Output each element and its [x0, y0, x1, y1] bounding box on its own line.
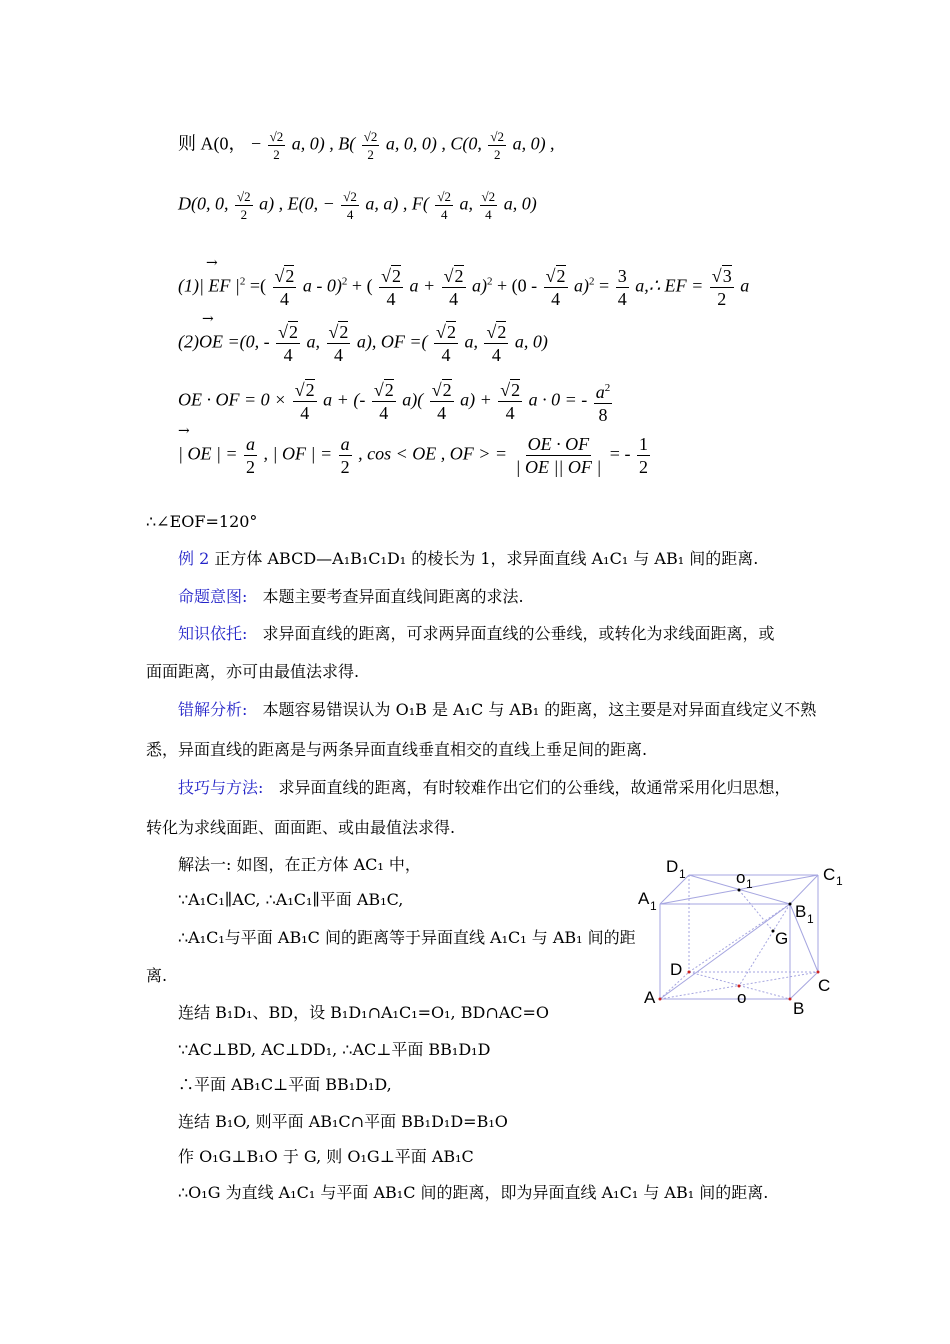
- text-seg: D(0, 0,: [178, 193, 229, 214]
- basis: [178, 624, 775, 644]
- line-o1-g: [739, 890, 773, 931]
- fraction: [268, 128, 286, 163]
- label-d1: D: [666, 857, 679, 876]
- fraction: [710, 265, 734, 310]
- numerator: √2: [343, 189, 357, 204]
- text-seg: a - 0): [302, 275, 342, 296]
- error-analysis: [178, 700, 816, 720]
- denominator: 2: [717, 289, 727, 309]
- numerator: [372, 379, 396, 402]
- fraction: [273, 265, 297, 310]
- fraction: [341, 188, 359, 223]
- fraction: [594, 377, 613, 426]
- radicand: 2: [446, 322, 456, 342]
- denominator: 4: [485, 207, 492, 222]
- text-seg: a,: [306, 331, 321, 352]
- error-body: 本题容易错误认为 O₁B 是 A₁C 与 AB₁ 的距离，这主要是对异面直线定义不熟: [262, 700, 817, 719]
- numerator: [594, 377, 613, 404]
- text-seg: a, 0): [503, 193, 537, 214]
- sqrt: √3: [711, 266, 732, 286]
- intent-body: 本题主要考查异面直线间距离的求法.: [262, 587, 524, 606]
- text-seg: (1)| EF |: [178, 275, 240, 296]
- text-seg: a)(: [402, 389, 424, 410]
- equation-4: [178, 433, 652, 478]
- sqrt: √2: [328, 322, 349, 342]
- denominator: 4: [346, 207, 354, 222]
- point-o1: [738, 889, 741, 892]
- basis-label: 知识依托:: [178, 624, 248, 643]
- fraction: [514, 433, 604, 478]
- solution-line-3: ∴A₁C₁与平面 AB₁C 间的距离等于异面直线 A₁C₁ 与 AB₁ 间的距: [178, 928, 636, 947]
- numerator: a: [246, 434, 256, 454]
- label-c1-sub: 1: [836, 874, 843, 888]
- solution-line-1: 解法一: 如图，在正方体 AC₁ 中，: [178, 855, 421, 874]
- text-seg: a, a) , F(: [365, 193, 429, 214]
- coords-line-2: [178, 188, 537, 223]
- text-seg: a + (-: [323, 389, 366, 410]
- fraction: [544, 265, 568, 310]
- radicand: 2: [289, 322, 299, 342]
- sqrt: √2: [373, 380, 394, 400]
- radicand: 2: [391, 266, 401, 286]
- text-seg: a): [472, 275, 488, 296]
- text-seg: + (0 -: [492, 275, 538, 296]
- example-body: 正方体 ABCD—A₁B₁C₁D₁ 的棱长为 1，求异面直线 A₁C₁ 与 AB₁ 间的距离.: [214, 549, 759, 568]
- text-seg: | OE | =: [178, 443, 238, 464]
- text-seg: + (: [347, 275, 373, 296]
- denominator: 4: [441, 345, 451, 365]
- fraction: [480, 188, 498, 223]
- sqrt: √2: [545, 266, 566, 286]
- skill-label: 技巧与方法:: [178, 778, 264, 797]
- text-seg: a · 0 = -: [528, 389, 588, 410]
- denominator: 4: [617, 289, 627, 309]
- numerator: [434, 321, 458, 344]
- equation-1: [178, 265, 749, 310]
- fraction: [442, 265, 466, 310]
- text-seg: a) +: [460, 389, 492, 410]
- cube-figure: [635, 848, 850, 1023]
- text-seg: =(: [245, 275, 267, 296]
- denominator: 4: [379, 403, 389, 423]
- denominator: 4: [491, 345, 501, 365]
- label-b1-sub: 1: [807, 912, 814, 926]
- exponent: 2: [239, 275, 246, 288]
- numerator: √2: [237, 189, 251, 204]
- radicand: 2: [305, 380, 315, 400]
- label-o: o: [737, 988, 747, 1007]
- numerator: [327, 321, 351, 344]
- numerator: OE · OF: [527, 434, 590, 454]
- solution-line-5: ∵AC⊥BD, AC⊥DD₁, ∴AC⊥平面 BB₁D₁D: [178, 1040, 491, 1059]
- solution-line-9: ∴O₁G 为直线 A₁C₁ 与平面 AB₁C 间的距离，即为异面直线 A₁C₁ 与 AB₁ 间的距离.: [178, 1183, 769, 1202]
- sqrt: √2: [500, 380, 521, 400]
- solution-line-6: ∴平面 AB₁C⊥平面 BB₁D₁D,: [178, 1075, 392, 1094]
- numerator: [484, 321, 508, 344]
- sqrt: √2: [381, 266, 401, 286]
- exponent: 2: [604, 382, 611, 394]
- denominator: 2: [240, 207, 248, 222]
- denominator: 2: [273, 147, 280, 162]
- denominator: 4: [449, 289, 459, 309]
- radicand: 2: [511, 380, 521, 400]
- label-g: G: [775, 929, 789, 948]
- text-seg: a) , E(0, −: [259, 193, 335, 214]
- fraction: [434, 321, 458, 366]
- point-d: [688, 971, 691, 974]
- denominator: 4: [551, 289, 561, 309]
- denominator: 4: [440, 207, 448, 222]
- sqrt: √2: [436, 322, 456, 342]
- text-seg: a,: [459, 193, 474, 214]
- point-a: [659, 998, 662, 1001]
- label-a1-sub: 1: [650, 899, 657, 913]
- numerator: 3: [617, 266, 627, 286]
- equation-2: [178, 321, 548, 366]
- point-b1: [789, 903, 792, 906]
- numerator: √2: [481, 189, 496, 204]
- error-cont: 悉，异面直线的距离是与两条异面直线垂直相交的直线上垂足间的距离.: [146, 740, 648, 759]
- text-seg: a +: [409, 275, 436, 296]
- sqrt: √2: [486, 322, 507, 342]
- fraction: [488, 128, 506, 163]
- denominator: 4: [279, 289, 289, 309]
- angle-result: ∴∠EOF=120°: [146, 512, 258, 531]
- denominator: 4: [437, 403, 447, 423]
- exponent: 2: [589, 275, 595, 288]
- text-seg: , | OF | =: [263, 443, 333, 464]
- label-b1: B: [795, 902, 807, 921]
- fraction: [379, 265, 403, 310]
- fraction: [293, 379, 317, 424]
- numerator: [379, 265, 403, 288]
- fraction: [498, 379, 522, 424]
- numerator: √2: [269, 129, 284, 144]
- solution-line-3b: 离.: [146, 966, 168, 985]
- text-seg: a): [574, 275, 590, 296]
- fraction: [244, 433, 257, 478]
- text-seg: , cos < OE , OF > =: [358, 443, 508, 464]
- intent: [178, 587, 524, 607]
- example-label: 例 2: [178, 549, 210, 568]
- coords-line-1: [178, 128, 555, 163]
- vector-arrow: →: [202, 311, 214, 327]
- vector-arrow: →: [178, 423, 190, 439]
- intent-label: 命题意图:: [178, 587, 248, 606]
- skill-body: 求异面直线的距离，有时较难作出它们的公垂线，故通常采用化归思想，: [278, 778, 791, 797]
- denominator: 4: [300, 403, 310, 423]
- sqrt: √2: [431, 380, 452, 400]
- text-seg: a: [740, 275, 750, 296]
- sqrt: √2: [443, 266, 464, 286]
- fraction: [435, 188, 453, 223]
- numerator: [498, 379, 522, 402]
- sqrt: √2: [274, 266, 295, 286]
- fraction: [276, 321, 300, 366]
- numerator: √2: [490, 129, 505, 144]
- exponent: 2: [487, 275, 493, 288]
- label-c1: C: [823, 865, 836, 884]
- label-d: D: [670, 960, 683, 979]
- numerator: 1: [638, 434, 648, 454]
- fraction: [372, 379, 396, 424]
- label-b: B: [793, 999, 805, 1018]
- solution-line-4: 连结 B₁D₁、BD，设 B₁D₁∩A₁C₁=O₁, BD∩AC=O: [178, 1003, 550, 1022]
- label-a: A: [644, 988, 656, 1007]
- fraction: [327, 321, 351, 366]
- text-seg: a, 0) , B(: [291, 133, 356, 154]
- label-o1-sub: 1: [746, 877, 753, 891]
- radicand: 2: [497, 322, 507, 342]
- fraction: [637, 433, 650, 478]
- example-2: [178, 549, 758, 569]
- denominator: 4: [505, 403, 515, 423]
- denominator: 2: [638, 457, 648, 477]
- text-seg: 则 A(0，: [178, 133, 247, 154]
- error-label: 错解分析:: [178, 700, 248, 719]
- denominator: 4: [283, 345, 293, 365]
- basis-body: 求异面直线的距离，可求两异面直线的公垂线，或转化为求线面距离，或: [262, 624, 775, 643]
- radicand: 2: [442, 380, 452, 400]
- text-seg: = -: [609, 443, 631, 464]
- numerator: [442, 265, 466, 288]
- solution-line-8: 作 O₁G⊥B₁O 于 G, 则 O₁G⊥平面 AB₁C: [178, 1147, 474, 1166]
- fraction: [362, 128, 380, 163]
- skill-cont: 转化为求线面距、面面距、或由最值法求得.: [146, 818, 456, 837]
- text-seg: (2)OE =(0, -: [178, 331, 270, 352]
- numerator: a: [340, 434, 350, 454]
- text-seg: a,∴ EF =: [635, 275, 704, 296]
- radicand: 2: [556, 266, 566, 286]
- label-a1: A: [638, 889, 650, 908]
- radicand: 2: [339, 322, 349, 342]
- solution-line-7: 连结 B₁O, 则平面 AB₁C∩平面 BB₁D₁D=B₁O: [178, 1112, 508, 1131]
- point-b: [789, 998, 792, 1001]
- label-o1: o: [736, 868, 746, 887]
- radicand: 2: [384, 380, 394, 400]
- point-c: [817, 971, 820, 974]
- exponent: 2: [341, 275, 348, 288]
- sqrt: √2: [278, 322, 299, 342]
- text-seg: a, 0) ,: [512, 133, 555, 154]
- denominator: | OE || OF |: [515, 457, 602, 477]
- radicand: 3: [722, 266, 732, 286]
- denominator: 2: [246, 457, 256, 477]
- text-seg: OE · OF = 0 ×: [178, 389, 287, 410]
- text-seg: a,: [464, 331, 478, 352]
- denominator: 4: [333, 345, 343, 365]
- numerator: √2: [437, 189, 452, 204]
- numerator: [276, 321, 300, 344]
- text-seg: =: [594, 275, 610, 296]
- text-seg: a: [595, 382, 605, 402]
- line-a-b1: [660, 904, 790, 999]
- fraction: [339, 433, 352, 478]
- numerator: [273, 265, 297, 288]
- label-c: C: [818, 976, 831, 995]
- sqrt: √2: [294, 380, 315, 400]
- denominator: 4: [386, 289, 396, 309]
- numerator: [710, 265, 734, 288]
- denominator: 8: [598, 405, 608, 425]
- numerator: [293, 379, 317, 402]
- equation-3: [178, 377, 614, 426]
- fraction: [430, 379, 454, 424]
- text-seg: a, 0): [514, 331, 548, 352]
- basis-cont: 面面距离，亦可由最值法求得.: [146, 662, 360, 681]
- radicand: 2: [285, 266, 295, 286]
- skill: [178, 778, 791, 798]
- numerator: [430, 379, 454, 402]
- text-seg: a, 0, 0) , C(0,: [385, 133, 482, 154]
- text-seg: a), OF =(: [356, 331, 428, 352]
- fraction: [484, 321, 508, 366]
- fraction: [235, 188, 253, 223]
- solution-line-2: ∵A₁C₁∥AC, ∴A₁C₁∥平面 AB₁C,: [178, 890, 404, 909]
- label-d1-sub: 1: [679, 867, 686, 881]
- denominator: 2: [367, 147, 374, 162]
- denominator: 2: [340, 457, 350, 477]
- vector-arrow: →: [206, 255, 218, 271]
- numerator: √2: [363, 129, 378, 144]
- text-seg: −: [251, 133, 262, 154]
- denominator: 2: [493, 147, 501, 162]
- radicand: 2: [454, 266, 464, 286]
- fraction: [616, 265, 629, 310]
- numerator: [544, 265, 568, 288]
